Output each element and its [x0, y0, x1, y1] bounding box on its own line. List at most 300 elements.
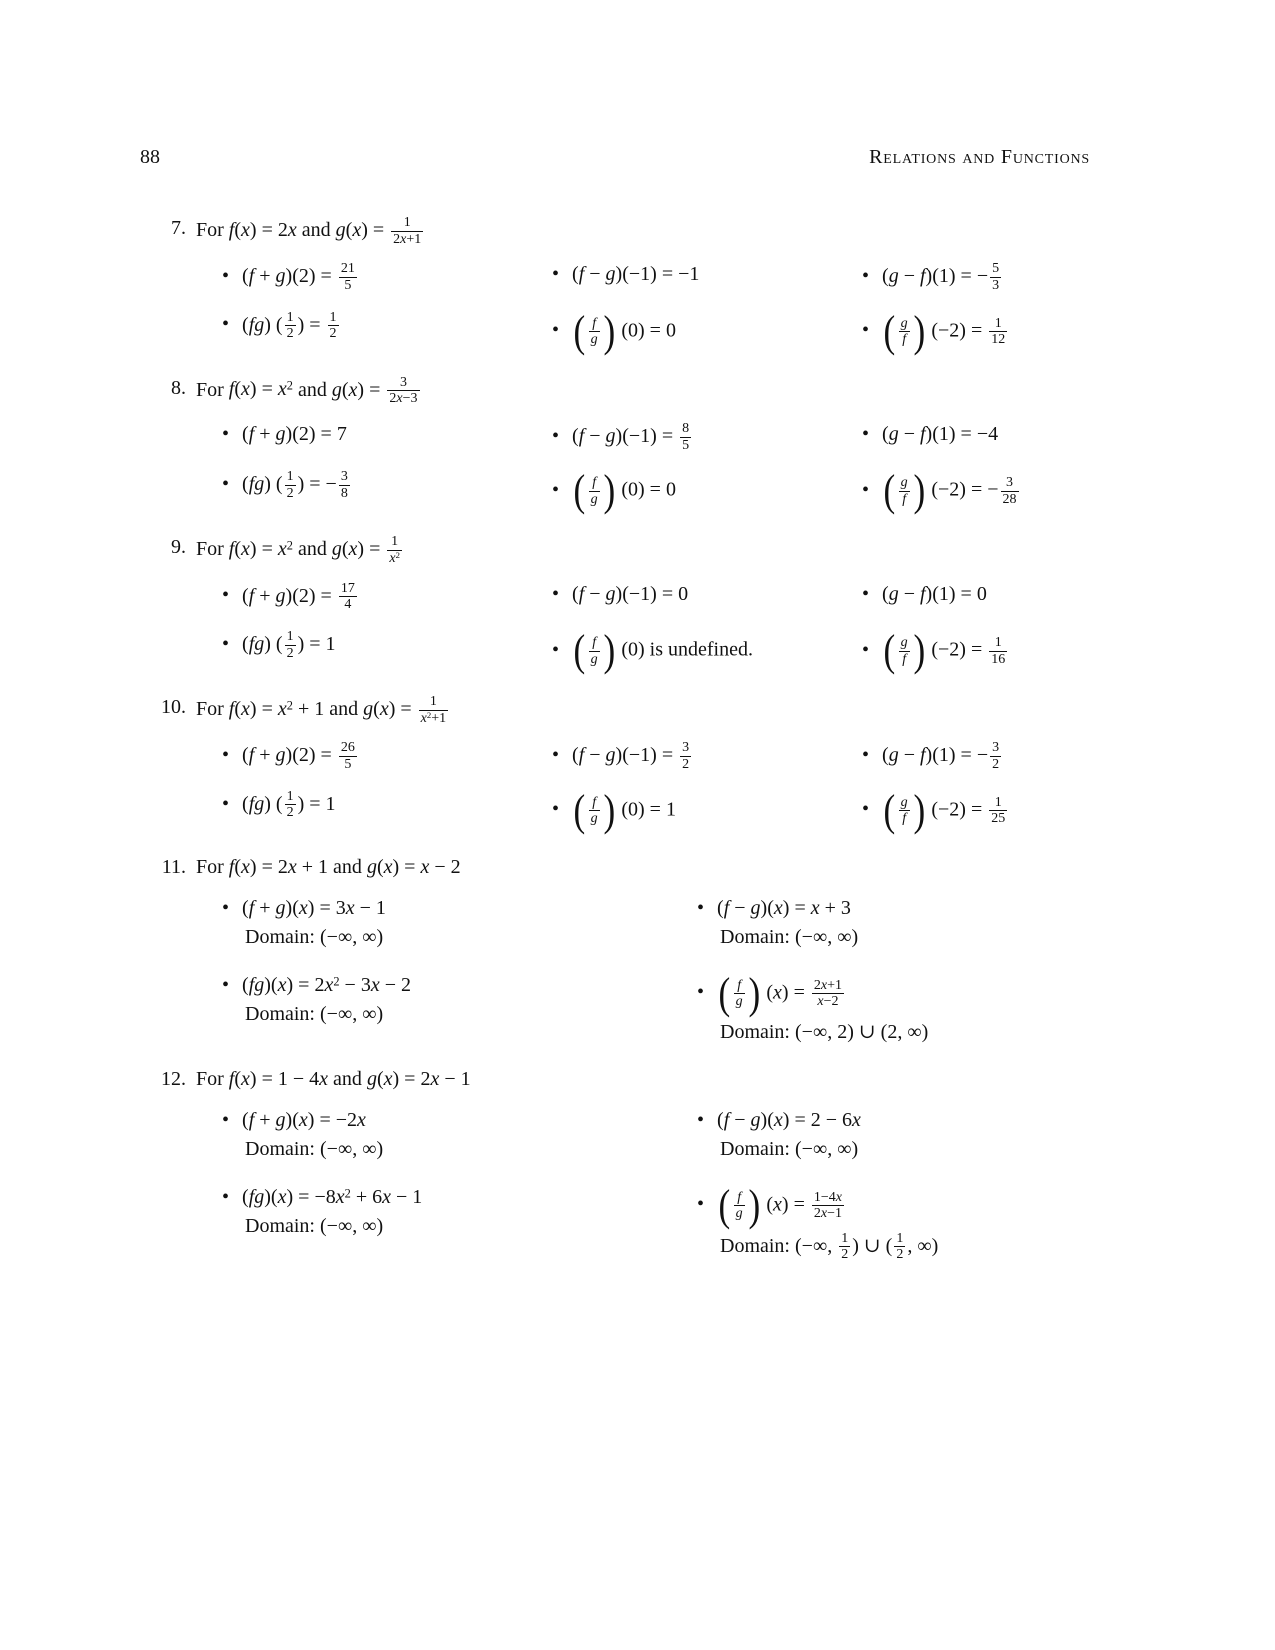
fraction [990, 740, 1001, 772]
text-run: For [196, 218, 229, 241]
problem [140, 1066, 1090, 1263]
text-run: is undefined. [644, 638, 753, 661]
math-run: 5 [992, 261, 1000, 277]
bullet-icon: • [222, 632, 230, 655]
bullet-icon: • [222, 1185, 230, 1208]
fraction [285, 629, 296, 661]
fraction [734, 1190, 745, 1222]
answer-item [552, 261, 862, 293]
answer-expression [222, 261, 552, 293]
answer-items [196, 580, 1090, 676]
math-run: 1 [286, 309, 294, 325]
answer-item [552, 306, 862, 356]
left-paren-icon: ( [718, 1180, 731, 1230]
math-run: 3 [992, 278, 1000, 294]
text-run: Domain: [245, 1214, 320, 1237]
bullet-icon: • [222, 313, 230, 336]
big-paren-fraction [882, 466, 926, 516]
fraction [387, 375, 419, 407]
big-paren-fraction [717, 1180, 761, 1230]
domain-line [697, 1136, 1090, 1162]
superscript: 2 [426, 709, 432, 720]
text-run: Domain: [245, 1002, 320, 1025]
math-run: g [590, 651, 598, 667]
problem-intro [196, 694, 1090, 726]
answer-item [222, 261, 552, 293]
math-run: g [735, 1206, 743, 1222]
math-run: f [902, 332, 907, 348]
math-run: (−2) = − [931, 478, 999, 501]
big-paren-fraction [572, 306, 616, 356]
bullet-icon: • [222, 792, 230, 815]
math-run: g(x) = 2x − 1 [366, 1067, 471, 1090]
math-run: 12 [991, 332, 1006, 348]
math-run: (−∞, ∞) [795, 1137, 859, 1160]
answer-item [222, 421, 552, 453]
text-run: Domain: [245, 1137, 320, 1160]
bullet-icon: • [222, 423, 230, 446]
math-run: 2 [329, 326, 337, 342]
problem-body [196, 854, 1090, 1045]
answer-item [862, 466, 1090, 516]
math-run: (f + g)(2) = [242, 744, 332, 767]
math-run: f(x) = 1 − 4x [228, 1067, 329, 1090]
fraction [339, 581, 357, 613]
answer-expression [862, 421, 1090, 447]
bullet-icon: • [222, 744, 230, 767]
answer-expression [697, 1107, 1090, 1133]
math-run: 28 [1002, 491, 1017, 507]
left-paren-icon: ( [883, 306, 896, 356]
right-paren-icon: ) [913, 466, 925, 516]
math-run: 17 [340, 580, 355, 596]
math-run: f [902, 491, 907, 507]
math-run: (f − g)(−1) = −1 [572, 263, 700, 286]
answer-item [697, 1180, 1090, 1263]
bullet-icon: • [862, 638, 870, 661]
math-run: g(x) = [363, 697, 412, 720]
math-run: (f − g)(x) = x + 3 [717, 896, 851, 919]
problem-number: 12. [161, 1067, 186, 1090]
math-run: (f + g)(2) = [242, 584, 332, 607]
math-run: (−∞, ∞) [320, 1214, 384, 1237]
math-run: $x^2$ [389, 550, 400, 567]
domain-line [697, 924, 1090, 950]
bullet-icon: • [552, 424, 560, 447]
math-run: (x) = [766, 981, 805, 1004]
answer-item [697, 1107, 1090, 1162]
bullet-icon: • [697, 1193, 705, 1216]
math-run: g(x) = [331, 378, 381, 401]
answer-items [196, 1107, 1090, 1263]
math-run: 16 [991, 651, 1006, 667]
math-run: 2x+1 [813, 977, 842, 993]
problem-intro [196, 534, 1090, 566]
answer-expression [862, 306, 1090, 356]
math-run: (f − g)(−1) = 0 [572, 582, 689, 605]
answer-expression [552, 740, 862, 772]
math-run: , ∞) [907, 1234, 939, 1257]
math-run: (−∞, [795, 1234, 833, 1257]
answer-expression [862, 785, 1090, 835]
answer-expression [552, 261, 862, 287]
right-paren-icon: ) [748, 968, 760, 1018]
math-run: 2 [286, 326, 294, 342]
math-run: 1−4x [813, 1189, 842, 1205]
right-paren-icon: ) [603, 626, 615, 676]
domain-line [697, 1019, 1090, 1045]
math-run: 2 [896, 1247, 904, 1263]
bullet-icon: • [552, 582, 560, 605]
math-run: 1 [329, 309, 337, 325]
answer-item [222, 789, 552, 833]
math-run: 1 [391, 534, 399, 550]
math-run: x−2 [817, 994, 839, 1010]
answer-expression [222, 1107, 697, 1133]
math-run: (f − g)(−1) = [572, 424, 674, 447]
right-paren-icon: ) [913, 785, 925, 835]
left-paren-icon: ( [883, 466, 896, 516]
chapter-title: Relations and Functions [869, 146, 1090, 168]
problem-intro [196, 375, 1090, 407]
fraction [899, 475, 910, 507]
domain-line [222, 1136, 697, 1162]
math-run: 1 [403, 215, 411, 230]
answer-expression [222, 972, 697, 998]
fraction [391, 215, 423, 247]
superscript: 2 [333, 974, 340, 989]
fraction [339, 740, 357, 772]
answer-item [222, 895, 697, 950]
fraction [894, 1231, 905, 1263]
text-run: For [196, 1067, 229, 1090]
math-run: 1 [286, 788, 294, 804]
answer-items [196, 740, 1090, 835]
math-run: (fg) ( [242, 632, 283, 655]
answer-expression [222, 581, 552, 613]
answer-item [552, 626, 862, 676]
math-run: 3 [340, 469, 348, 485]
answer-item [222, 581, 552, 613]
math-run: 1 [286, 629, 294, 645]
bullet-icon: • [552, 478, 560, 501]
problem-intro [196, 215, 1090, 247]
fraction [812, 978, 844, 1010]
math-run: 1 [429, 694, 437, 710]
math-run: (f + g)(2) = 7 [242, 423, 347, 446]
answer-item [697, 968, 1090, 1045]
math-run: ) ∪ ( [852, 1234, 893, 1257]
big-paren-fraction [717, 968, 761, 1018]
math-run: $f(x) = x^2$ [228, 378, 293, 401]
math-run: 3 [682, 740, 690, 756]
math-run: 3 [1006, 475, 1014, 491]
left-paren-icon: ( [573, 626, 586, 676]
problem-body [196, 694, 1090, 833]
fraction [989, 635, 1007, 667]
fraction [285, 310, 296, 342]
math-run: 26 [340, 740, 355, 756]
bullet-icon: • [222, 473, 230, 496]
fraction [339, 261, 357, 293]
answer-expression [222, 629, 552, 661]
math-run: (−∞, ∞) [320, 1002, 384, 1025]
bullet-icon: • [552, 744, 560, 767]
left-paren-icon: ( [573, 306, 586, 356]
domain-line [697, 1231, 1090, 1263]
math-run: (g − f)(1) = − [882, 265, 989, 288]
answer-expression [222, 310, 552, 342]
bullet-icon: • [552, 798, 560, 821]
answer-expression [552, 306, 862, 356]
text-run: For [196, 538, 229, 561]
answer-item [552, 421, 862, 453]
answer-item [862, 626, 1090, 676]
math-run: g [590, 811, 598, 827]
bullet-icon: • [862, 744, 870, 767]
math-run: 1 [994, 315, 1002, 331]
domain-line [222, 1213, 697, 1239]
math-run: f [737, 977, 742, 993]
big-paren-fraction [572, 785, 616, 835]
math-run: g [900, 475, 908, 491]
answer-expression [222, 789, 552, 821]
textbook-page [140, 146, 1090, 1284]
math-run: (fg) ( [242, 473, 283, 496]
answer-item [697, 895, 1090, 950]
answer-expression [222, 895, 697, 921]
math-run: $x^2+1$ [420, 709, 447, 726]
problem [140, 854, 1090, 1045]
bullet-icon: • [862, 265, 870, 288]
math-run: (g − f)(1) = − [882, 744, 989, 767]
math-run: g(x) = [335, 218, 385, 241]
math-run: 2 [286, 645, 294, 661]
fraction [680, 421, 691, 453]
math-run: 1 [841, 1230, 849, 1246]
text-run: Domain: [720, 925, 795, 948]
left-paren-icon: ( [883, 626, 896, 676]
answer-expression [552, 421, 862, 453]
fraction [419, 694, 448, 726]
math-run: (f − g)(−1) = [572, 744, 674, 767]
right-paren-icon: ) [913, 626, 925, 676]
math-run: (fg) ( [242, 792, 283, 815]
math-run: 1 [896, 1230, 904, 1246]
answer-item [222, 1107, 697, 1162]
answer-item [862, 261, 1090, 293]
bullet-icon: • [697, 896, 705, 919]
answer-expression [222, 1184, 697, 1210]
right-paren-icon: ) [603, 785, 615, 835]
problem [140, 215, 1090, 354]
math-run: (−∞, ∞) [320, 1137, 384, 1160]
math-run: g [900, 315, 908, 331]
fraction [989, 316, 1007, 348]
math-run: (fg) ( [242, 313, 283, 336]
answer-item [862, 581, 1090, 613]
big-paren-fraction [572, 626, 616, 676]
math-run: (0) = 0 [621, 319, 676, 342]
math-run: 2 [286, 486, 294, 502]
math-run: g [590, 491, 598, 507]
problem [140, 534, 1090, 676]
answer-item [552, 581, 862, 613]
answer-expression [862, 261, 1090, 293]
text-run: and [296, 218, 336, 241]
big-paren-fraction [882, 626, 926, 676]
math-run: (f + g)(x) = 3x − 1 [242, 896, 386, 919]
problem-number: 10. [161, 696, 186, 719]
problem-body [196, 1066, 1090, 1263]
left-paren-icon: ( [718, 968, 731, 1018]
problem-number: 8. [171, 376, 186, 399]
fraction [285, 789, 296, 821]
bullet-icon: • [862, 423, 870, 446]
answer-item [222, 629, 552, 673]
bullet-icon: • [862, 319, 870, 342]
math-run: 2x+1 [393, 231, 422, 247]
math-run: 8 [682, 421, 690, 437]
superscript: 2 [395, 550, 400, 561]
math-run: g [900, 794, 908, 810]
math-run: ) = [297, 313, 321, 336]
fraction [589, 635, 600, 667]
math-run: $f(x) = x^2$ [228, 538, 293, 561]
fraction [812, 1190, 844, 1222]
answer-item [862, 785, 1090, 835]
math-run: $f(x) = x^2 + 1$ [228, 697, 325, 720]
math-run: f [592, 315, 597, 331]
math-run: 2x−1 [813, 1206, 842, 1222]
answer-item [552, 785, 862, 835]
math-run: ) = 1 [297, 632, 336, 655]
left-paren-icon: ( [573, 785, 586, 835]
math-run: (g − f)(1) = −4 [882, 423, 999, 446]
problem [140, 375, 1090, 514]
answer-item [222, 1184, 697, 1263]
math-run: 2 [992, 757, 1000, 773]
answer-expression [552, 581, 862, 607]
answer-expression [697, 895, 1090, 921]
math-run: ) = − [297, 473, 337, 496]
fraction [990, 261, 1001, 293]
bullet-icon: • [697, 981, 705, 1004]
answer-items [196, 261, 1090, 356]
superscript: 2 [286, 538, 293, 553]
math-run: g(x) = [331, 538, 381, 561]
domain-line [222, 1001, 697, 1027]
math-run: (0) = 1 [621, 798, 676, 821]
fraction [589, 795, 600, 827]
math-run: 4 [344, 597, 352, 613]
problem-intro [196, 854, 1090, 881]
answer-item [862, 306, 1090, 356]
right-paren-icon: ) [748, 1180, 760, 1230]
answer-expression [862, 466, 1090, 516]
fraction [680, 740, 691, 772]
math-run: 1 [994, 634, 1002, 650]
math-run: f(x) = 2x [228, 218, 297, 241]
text-run: and [328, 1067, 367, 1090]
text-run: For [196, 855, 229, 878]
math-run: f [902, 811, 907, 827]
page-header [140, 146, 1090, 169]
fraction [285, 469, 296, 501]
math-run: (x) = [766, 1193, 805, 1216]
math-run: f [737, 1189, 742, 1205]
math-run: g [590, 332, 598, 348]
math-run: f [592, 475, 597, 491]
text-run: Domain: [245, 925, 320, 948]
text-run: and [324, 697, 364, 720]
answer-expression [862, 581, 1090, 607]
bullet-icon: • [552, 263, 560, 286]
problem-body [196, 375, 1090, 514]
bullet-icon: • [862, 798, 870, 821]
math-run: 2 [841, 1247, 849, 1263]
big-paren-fraction [882, 785, 926, 835]
math-run: 8 [340, 486, 348, 502]
bullet-icon: • [222, 973, 230, 996]
math-run: f [902, 651, 907, 667]
answer-items [196, 421, 1090, 516]
answer-item [222, 469, 552, 513]
bullet-icon: • [222, 265, 230, 288]
math-run: 25 [991, 811, 1006, 827]
fraction [589, 316, 600, 348]
bullet-icon: • [552, 319, 560, 342]
big-paren-fraction [882, 306, 926, 356]
left-paren-icon: ( [883, 785, 896, 835]
math-run: (−2) = [931, 638, 983, 661]
math-run: 5 [344, 278, 352, 294]
fraction [1001, 475, 1019, 507]
text-run: For [196, 697, 229, 720]
math-run: (−∞, ∞) [320, 925, 384, 948]
bullet-icon: • [862, 582, 870, 605]
problem-number: 9. [171, 536, 186, 559]
answer-item [552, 740, 862, 772]
fraction [339, 469, 350, 501]
text-run: and [292, 538, 332, 561]
problem-number: 7. [171, 217, 186, 239]
fraction [899, 316, 910, 348]
math-run: 2 [286, 805, 294, 821]
math-run: 5 [682, 437, 690, 453]
answer-item [862, 740, 1090, 772]
math-run: g [900, 634, 908, 650]
superscript: 2 [286, 698, 293, 713]
text-run: and [292, 378, 332, 401]
bullet-icon: • [222, 896, 230, 919]
text-run: and [328, 855, 367, 878]
math-run: (−∞, ∞) [795, 925, 859, 948]
math-run: (−2) = [931, 319, 983, 342]
answer-expression [862, 740, 1090, 772]
math-run: $(fg)(x) = 2x^2 - 3x - 2$ [242, 973, 411, 996]
big-paren-fraction [572, 466, 616, 516]
right-paren-icon: ) [603, 466, 615, 516]
math-run: 21 [340, 261, 355, 277]
text-run: Domain: [720, 1234, 795, 1257]
answer-item [862, 421, 1090, 453]
math-run: (0) [621, 638, 645, 661]
fraction [899, 795, 910, 827]
answer-item [222, 972, 697, 1045]
superscript: 2 [344, 1186, 351, 1201]
math-run: f(x) = 2x + 1 [228, 855, 329, 878]
